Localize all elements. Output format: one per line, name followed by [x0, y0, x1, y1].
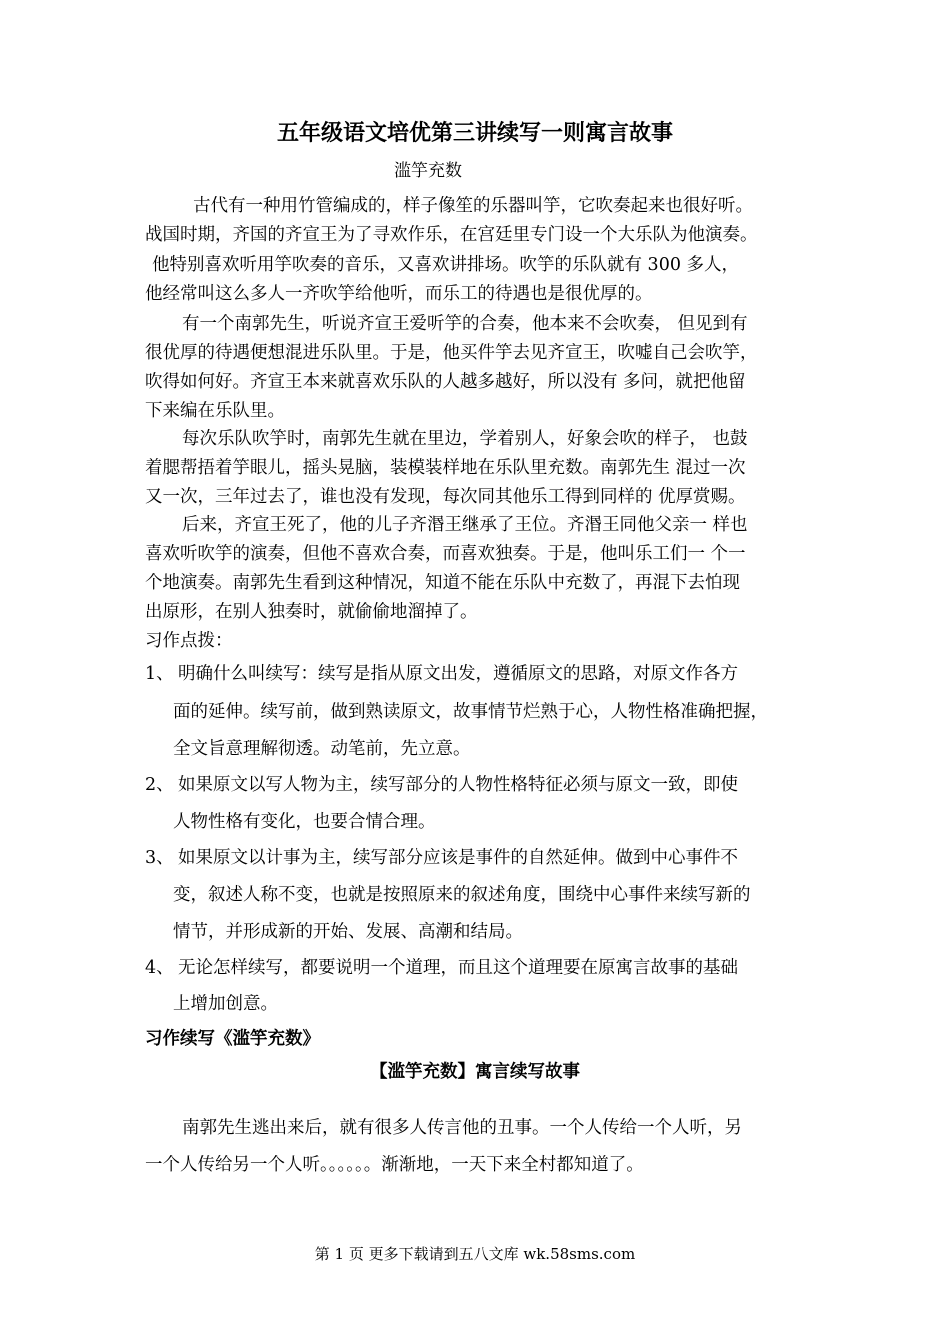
tip-line: 无论怎样续写，都要说明一个道理，而且这个道理要在原寓言故事的基础 [178, 958, 738, 978]
story-line: 出原形，在别人独奏时，就偷偷地溜掉了。 [145, 602, 478, 622]
story-line: 古代有一种用竹管编成的，样子像笙的乐器叫竽，它吹奏起来也很好听。 [193, 196, 753, 216]
story-line: 喜欢听吹竽的演奏，但他不喜欢合奏，而喜欢独奏。于是，他叫乐工们一 个一 [145, 544, 746, 564]
tip-line: 如果原文以写人物为主，续写部分的人物性格特征必须与原文一致，即使 [178, 775, 738, 795]
story-line: 很优厚的待遇便想混进乐队里。于是，他买件竽去见齐宣王，吹嘘自己会吹竽， [145, 343, 758, 363]
exercise-heading: 习作续写《滥竽充数》 [145, 1029, 320, 1049]
tip-line: 人物性格有变化，也要合情合理。 [173, 812, 436, 832]
tip-line: 全文旨意理解彻透。动笔前，先立意。 [173, 739, 471, 759]
story-line: 有一个南郭先生，听说齐宣王爱听竽的合奏，他本来不会吹奏， 但见到有 [182, 314, 748, 334]
tip-line: 如果原文以计事为主，续写部分应该是事件的自然延伸。做到中心事件不 [178, 848, 738, 868]
story-line: 着腮帮捂着竽眼儿，摇头晃脑，装模装样地在乐队里充数。南郭先生 混过一次 [145, 458, 746, 478]
tip-number: 3、 [145, 848, 174, 868]
document-title: 五年级语文培优第三讲续写一则寓言故事 [276, 120, 673, 146]
story-line: 又一次，三年过去了，谁也没有发现，每次同其他乐工得到同样的 优厚赏赐。 [145, 487, 746, 507]
story-line: 吹得如何好。齐宣王本来就喜欢乐队的人越多越好，所以没有 多问，就把他留 [145, 372, 746, 392]
continuation-line: 南郭先生逃出来后，就有很多人传言他的丑事。一个人传给一个人听，另 [182, 1118, 742, 1138]
tip-line: 上增加创意。 [173, 994, 278, 1014]
story-line: 后来，齐宣王死了，他的儿子齐湣王继承了王位。齐湣王同他父亲一 样也 [182, 515, 748, 535]
tip-line: 情节，并形成新的开始、发展、高潮和结局。 [173, 922, 523, 942]
story-line: 个地演奏。南郭先生看到这种情况，知道不能在乐队中充数了，再混下去怕现 [145, 573, 740, 593]
story-line: 每次乐队吹竽时，南郭先生就在里边，学着别人，好象会吹的样子， 也鼓 [182, 429, 748, 449]
tip-line: 面的延伸。续写前，做到熟读原文，故事情节烂熟于心，人物性格准确把握， [173, 702, 768, 722]
continuation-title: 【滥竽充数】寓言续写故事 [370, 1062, 580, 1082]
story-subtitle: 滥竽充数 [394, 161, 462, 181]
story-line: 下来编在乐队里。 [145, 401, 285, 421]
story-line: 他经常叫这么多人一齐吹竽给他听，而乐工的待遇也是很优厚的。 [145, 284, 653, 304]
tips-heading: 习作点拨： [145, 631, 233, 651]
tip-line: 明确什么叫续写：续写是指从原文出发，遵循原文的思路，对原文作各方 [178, 664, 738, 684]
story-line: 他特别喜欢听用竽吹奏的音乐，又喜欢讲排场。吹竽的乐队就有 300 多人， [152, 255, 740, 275]
page-footer: 第 1 页 更多下载请到五八文库 wk.58sms.com [314, 1245, 636, 1263]
tip-number: 1、 [145, 664, 174, 684]
continuation-line: 一个人传给另一个人听。。。。。。渐渐地，一天下来全村都知道了。 [145, 1155, 644, 1175]
tip-number: 4、 [145, 958, 174, 978]
tip-line: 变，叙述人称不变，也就是按照原来的叙述角度，围绕中心事件来续写新的 [173, 885, 751, 905]
story-line: 战国时期，齐国的齐宣王为了寻欢作乐，在宫廷里专门设一个大乐队为他演奏。 [145, 225, 758, 245]
tip-number: 2、 [145, 775, 174, 795]
